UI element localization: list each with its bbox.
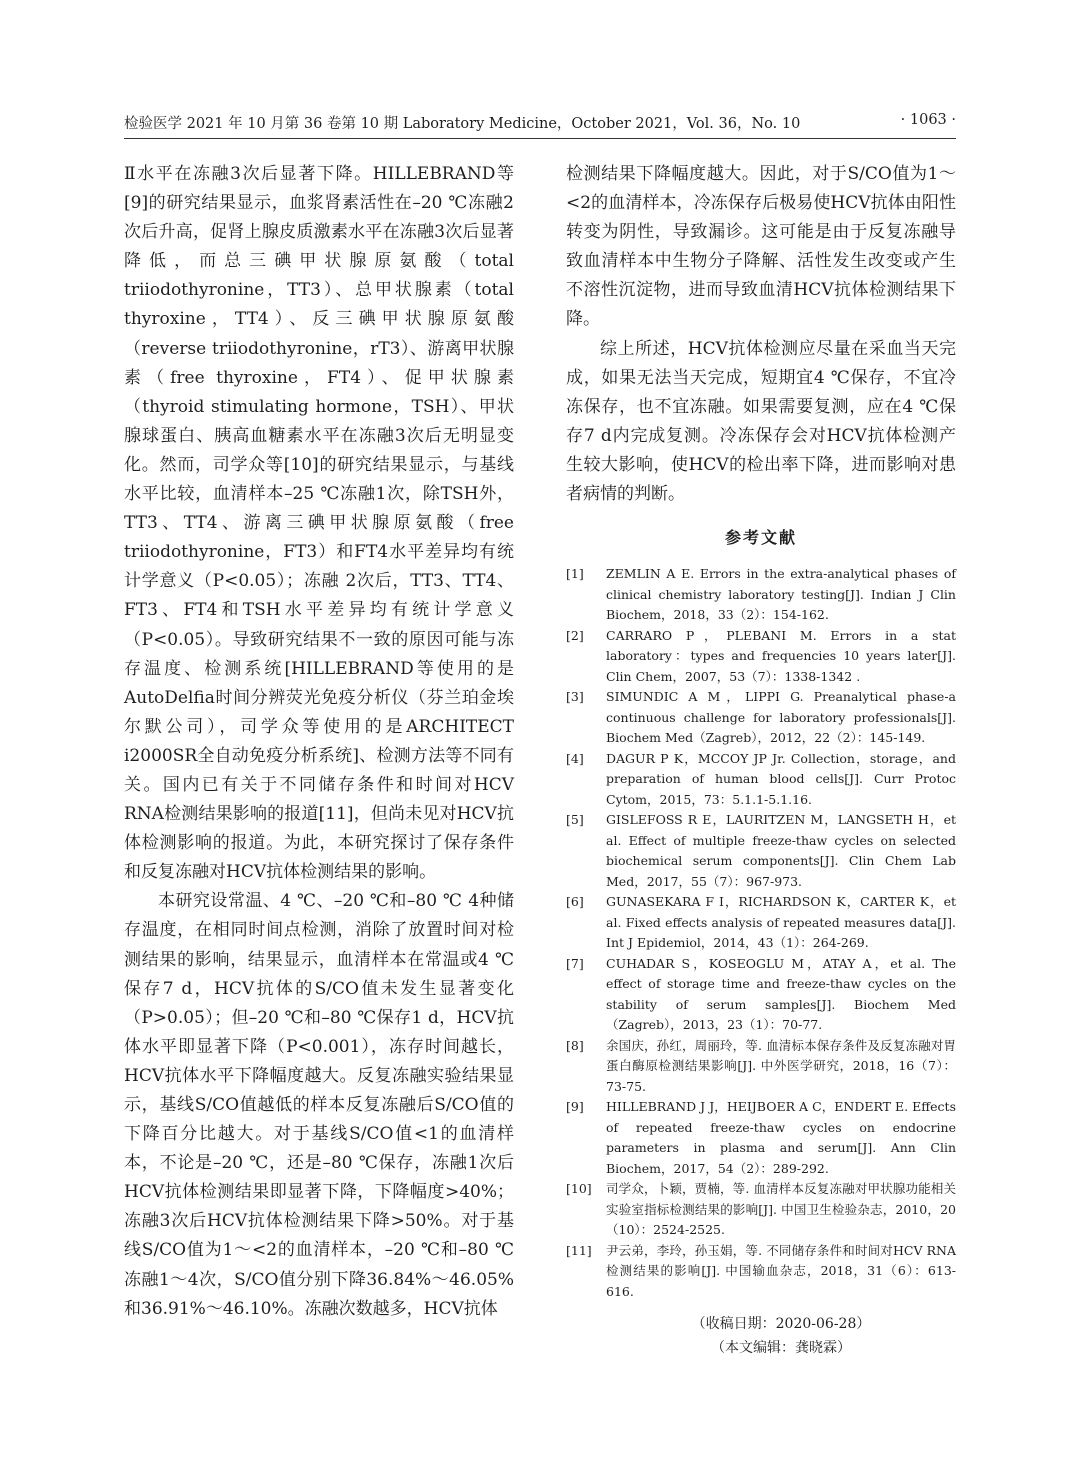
editor-credit: （本文编辑：龚晓霖） xyxy=(711,1340,851,1357)
reference-item xyxy=(566,892,956,954)
reference-text: GUNASEKARA F I，RICHARDSON K，CARTER K，et al. Fixed effects analysis of repeated measures data[J]. Int J Epidemiol，2014，43（1）：264-269. xyxy=(606,894,956,951)
reference-text: ZEMLIN A E. Errors in the extra-analytical phases of clinical chemistry laboratory testing[J]. Indian J Clin Biochem，2018，33（2）：154-162. xyxy=(606,566,956,623)
running-header xyxy=(124,112,956,133)
reference-item xyxy=(566,810,956,892)
reference-text: GISLEFOSS R E，LAURITZEN M，LANGSETH H，et al. Effect of multiple freeze-thaw cycles on selected biochemical serum components[J]. Clin Chem Lab Med，2017，55（7）：967-973. xyxy=(606,812,956,889)
reference-text: CUHADAR S，KOSEOGLU M，ATAY A，et al. The effect of storage time and freeze-thaw cycles on the stability of serum samples[J]. Biochem Med（Zagreb），2013，23（1）：70-77. xyxy=(606,955,956,1033)
reference-text: SIMUNDIC A M，LIPPI G. Preanalytical phase-a continuous challenge for laboratory professionals[J]. Biochem Med（Zagreb），2012，22（2）：145-149. xyxy=(606,689,956,746)
reference-text: 尹云弟，李玲，孙玉娟，等. 不同储存条件和时间对HCV RNA检测结果的影响[J]. 中国输血杂志，2018，31（6）：613-616. xyxy=(606,1242,956,1299)
reference-item xyxy=(566,1241,956,1303)
reference-item xyxy=(566,1036,956,1098)
reference-number: [10] xyxy=(566,1181,592,1197)
reference-item xyxy=(566,749,956,811)
right-paragraph-2: 综上所述，HCV抗体检测应尽量在采血当天完成，如果无法当天完成，短期宜4 ℃保存，不宜冷冻保存，也不宜冻融。如果需要复测，应在4 ℃保存7 d内完成复测。冷冻保存会对HCV抗体检测产生较大影响，使HCV的检出率下降，进而影响对患者病情的判断。 xyxy=(566,338,956,505)
reference-number: [8] xyxy=(566,1037,584,1053)
right-column xyxy=(566,160,956,1360)
reference-item xyxy=(566,564,956,626)
reference-number: [4] xyxy=(566,750,584,766)
reference-number: [9] xyxy=(566,1099,584,1115)
reference-number: [1] xyxy=(566,566,584,582)
reference-number: [11] xyxy=(566,1242,592,1258)
reference-text: HILLEBRAND J J，HEIJBOER A C，ENDERT E. Effects of repeated freeze-thaw cycles on endocrine parameters in plasma and serum[J]. Ann Clin Biochem，2017，54（2）：289-292. xyxy=(606,1099,956,1176)
article-footer xyxy=(566,1312,956,1360)
left-paragraph-2: 本研究设常温、4 ℃、–20 ℃和–80 ℃ 4种储存温度，在相同时间点检测，消除了放置时间对检测结果的影响，结果显示，血清样本在常温或4 ℃保存7 d，HCV抗体的S/CO值未发生显著变化（P>0.05）；但–20 ℃和–80 ℃保存1 d，HCV抗体水平即显著下降（P<0.001），冻存时间越长，HCV抗体水平下降幅度越大。反复冻融实验结果显示，基线S/CO值越低的样本反复冻融后S/CO值的下降百分比越大。对于基线S/CO值<1的血清样本，不论是–20 ℃，还是–80 ℃保存，冻融1次后HCV抗体检测结果即显著下降，下降幅度>40%；冻融3次后HCV抗体检测结果下降>50%。对于基线S/CO值为1～<2的血清样本，–20 ℃和–80 ℃冻融1～4次，S/CO值分别下降36.84%～46.05%和36.91%～46.10%。冻融次数越多，HCV抗体 xyxy=(124,891,514,1319)
reference-item xyxy=(566,954,956,1036)
header-rule xyxy=(124,138,956,139)
reference-number: [2] xyxy=(566,627,584,643)
page-number: · 1063 · xyxy=(900,112,956,128)
reference-number: [3] xyxy=(566,689,584,705)
reference-text: 司学众，卜颖，贾楠，等. 血清样本反复冻融对甲状腺功能相关实验室指标检测结果的影响[J]. 中国卫生检验杂志，2010，20（10）：2524-2525. xyxy=(606,1181,956,1238)
reference-item xyxy=(566,626,956,688)
reference-number: [5] xyxy=(566,812,584,828)
running-head-text: 检验医学 2021 年 10 月第 36 卷第 10 期 Laboratory Medicine，October 2021，Vol. 36，No. 10 xyxy=(124,116,801,132)
right-paragraph-1: 检测结果下降幅度越大。因此，对于S/CO值为1～<2的血清样本，冷冻保存后极易使HCV抗体由阳性转变为阴性，导致漏诊。这可能是由于反复冻融导致血清样本中生物分子降解、活性发生改变或产生不溶性沉淀物，进而导致血清HCV抗体检测结果下降。 xyxy=(566,164,956,330)
reference-number: [6] xyxy=(566,894,584,910)
references-list xyxy=(566,564,956,1302)
reference-text: DAGUR P K，MCCOY JP Jr. Collection，storage，and preparation of human blood cells[J]. Curr Protoc Cytom，2015，73：5.1.1-5.1.16. xyxy=(606,750,956,807)
received-date: （收稿日期：2020-06-28） xyxy=(691,1316,871,1333)
reference-item xyxy=(566,687,956,749)
reference-text: 余国庆，孙红，周丽玲，等. 血清标本保存条件及反复冻融对胃蛋白酶原检测结果影响[J]. 中外医学研究，2018，16（7）：73-75. xyxy=(606,1037,956,1094)
left-column xyxy=(124,160,514,1324)
reference-item xyxy=(566,1179,956,1241)
reference-number: [7] xyxy=(566,955,584,971)
references-heading: 参考文献 xyxy=(724,528,797,548)
reference-text: CARRARO P，PLEBANI M. Errors in a stat laboratory：types and frequencies 10 years later[J]. Clin Chem，2007，53（7）：1338-1342 . xyxy=(606,627,956,684)
left-paragraph-1: Ⅱ水平在冻融3次后显著下降。HILLEBRAND等[9]的研究结果显示，血浆肾素活性在–20 ℃冻融2次后升高，促肾上腺皮质激素水平在冻融3次后显著降低，而总三碘甲状腺原氨酸（total triiodothyronine，TT3）、总甲状腺素（total thyroxine，TT4）、反三碘甲状腺原氨酸（reverse triiodothyronine，rT3）、游离甲状腺素（free thyroxine，FT4）、促甲状腺素（thyroid stimulating hormone，TSH）、甲状腺球蛋白、胰高血糖素水平在冻融3次后无明显变化。然而，司学众等[10]的研究结果显示，与基线水平比较，血清样本–25 ℃冻融1次，除TSH外，TT3、TT4、游离三碘甲状腺原氨酸（free triiodothyronine，FT3）和FT4水平差异均有统计学意义（P<0.05）；冻融 2次后，TT3、TT4、FT3、FT4和TSH水平差异均有统计学意义（P<0.05）。导致研究结果不一致的原因可能与冻存温度、检测系统[HILLEBRAND等使用的是AutoDelfia时间分辨荧光免疫分析仪（芬兰珀金埃尔默公司），司学众等使用的是ARCHITECT i2000SR全自动免疫分析系统]、检测方法等不同有关。国内已有关于不同储存条件和时间对HCV RNA检测结果影响的报道[11]，但尚未见对HCV抗体检测影响的报道。为此，本研究探讨了保存条件和反复冻融对HCV抗体检测结果的影响。 xyxy=(124,164,514,883)
reference-item xyxy=(566,1097,956,1179)
